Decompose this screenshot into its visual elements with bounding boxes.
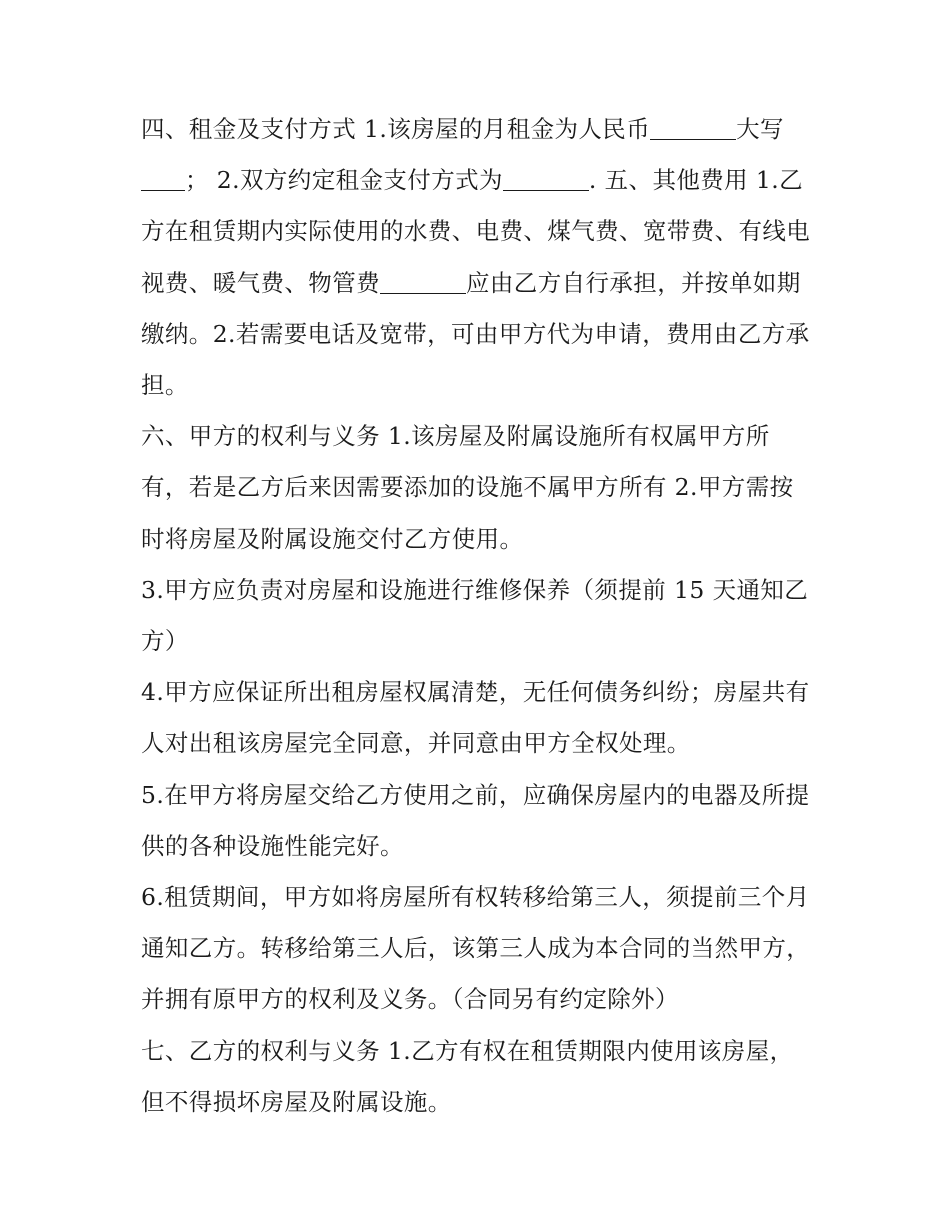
document-body [141, 104, 816, 1128]
paragraph-lessor-transfer: 6.租赁期间，甲方如将房屋所有权转移给第三人，须提前三个月通知乙方。转移给第三人后，该第三人成为本合同的当然甲方，并拥有原甲方的权利及义务。（合同另有约定除外） [141, 883, 811, 1014]
paragraph-lessor-title-guarantee: 4.甲方应保证所出租房屋权属清楚，无任何债务纠纷；房屋共有人对出租该房屋完全同意，并同意由甲方全权处理。 [141, 678, 810, 758]
text-segment: 应由乙方自行承担，并按单如期缴纳。2.若需要电话及宽带，可由甲方代为申请，费用由乙方承担。 [141, 268, 810, 400]
text-segment: ； 2.双方约定租金支付方式为 [185, 166, 503, 195]
paragraph-lessor-maintenance: 3.甲方应负责对房屋和设施进行维修保养（须提前 15 天通知乙方） [141, 575, 809, 656]
blank-rent-amount [650, 116, 736, 141]
paragraph-rent-and-fees [141, 104, 816, 411]
text-segment: . 五、其他费用 1.乙方在租赁期内实际使用的水费、电费、煤气费、宽带费、有线电视费、暖气费、物管费 [141, 166, 811, 297]
blank-rent-amount-uppercase [141, 167, 185, 192]
blank-other-fees [380, 269, 466, 294]
text-segment: 大写 [736, 115, 784, 143]
paragraph-lessee-rights: 七、乙方的权利与义务 1.乙方有权在租赁期限内使用该房屋，但不得损坏房屋及附属设施。 [141, 1036, 794, 1116]
paragraph-lessor-facilities: 5.在甲方将房屋交给乙方使用之前，应确保房屋内的电器及所提供的各种设施性能完好。 [141, 780, 810, 860]
text-segment: 四、租金及支付方式 1.该房屋的月租金为人民币 [141, 115, 651, 143]
blank-payment-method [503, 167, 589, 192]
paragraph-lessor-rights: 六、甲方的权利与义务 1.该房屋及附属设施所有权属甲方所有，若是乙方后来因需要添加的设施不属甲方所有 2.甲方需按时将房屋及附属设施交付乙方使用。 [141, 422, 794, 553]
